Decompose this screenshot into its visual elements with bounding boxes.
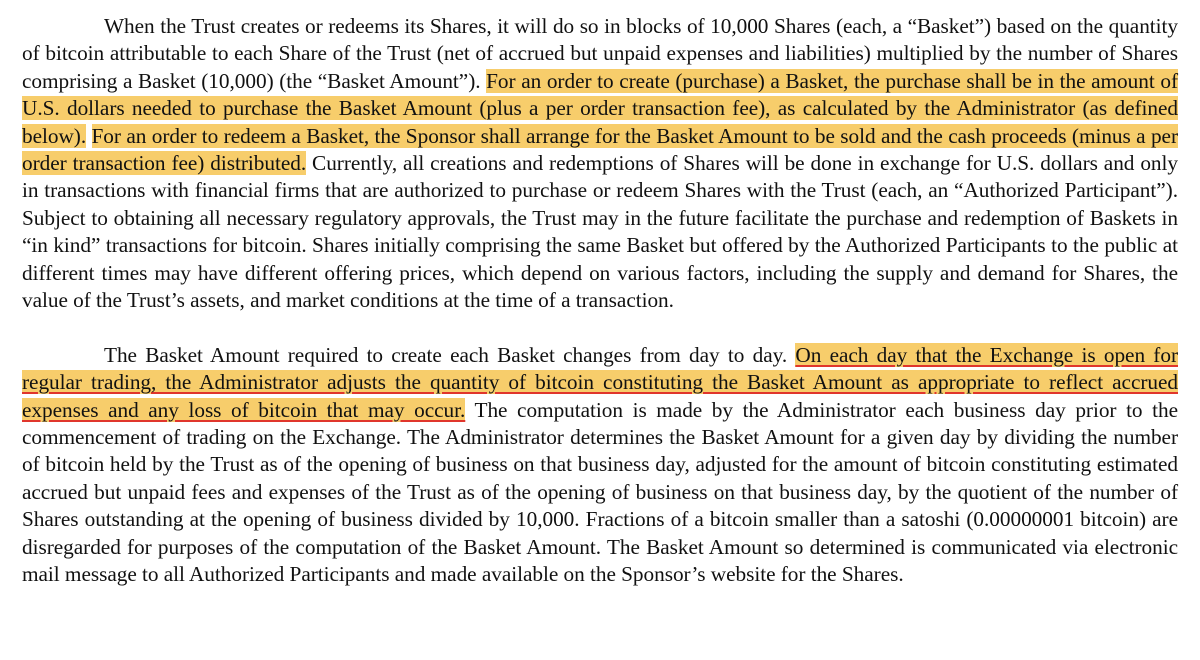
text-segment: Currently, all creations and redemptions of Shares will be done in exchange for U.S. dollars and only in transactions with financial firms that are authorized to purchase or redeem Shares with the Trust (each, an “Authorized Participant”). Subject to obtaining all necessary regulatory approvals, the Trust may in the future facilitate the purchase and redemption of Baskets in “in kind” transactions for bitcoin. Shares initially comprising the same Basket but offered by the Authorized Participants to the public at different times may have different offering prices, which depend on various factors, including the supply and demand for Shares, the value of the Trust’s assets, and market conditions at the time of a transaction. xyxy=(22,151,1178,313)
text-segment: The Basket Amount required to create each Basket changes from day to day. xyxy=(104,342,796,367)
paragraph-basket-amount xyxy=(22,342,1178,589)
highlighted-text-redeem: For an order to redeem a Basket, the Sponsor shall arrange for the Basket Amount to be sold and the cash proceeds (minus a per order transaction fee) distributed. xyxy=(22,123,1178,176)
text-segment xyxy=(86,124,91,148)
highlighted-underlined-text-adjustment: On each day that the Exchange is open for regular trading, the Administrator adjusts the quantity of bitcoin constituting the Basket Amount as appropriate to reflect accrued expenses and any loss of bitcoin that may occur. xyxy=(22,342,1178,422)
paragraph-basket-creation xyxy=(22,13,1178,314)
text-segment: When the Trust creates or redeems its Shares, it will do so in blocks of 10,000 Shares (each, a “Basket”) based on the quantity of bitcoin attributable to each Share of the Trust (net of accrued but unpaid expenses and liabilities) multiplied by the number of Shares comprising a Basket (10,000) (the “Basket Amount”). xyxy=(22,14,1178,93)
text-segment: The computation is made by the Administrator each business day prior to the commencement of trading on the Exchange. The Administrator determines the Basket Amount for a given day by dividing the number of bitcoin held by the Trust as of the opening of business on that business day, adjusted for the amount of bitcoin constituting estimated accrued but unpaid fees and expenses of the Trust as of the opening of business on that business day, by the quotient of the number of Shares outstanding at the opening of business divided by 10,000. Fractions of a bitcoin smaller than a satoshi (0.00000001 bitcoin) are disregarded for purposes of the computation of the Basket Amount. The Basket Amount so determined is communicated via electronic mail message to all Authorized Participants and made available on the Sponsor’s website for the Shares. xyxy=(22,397,1179,587)
highlighted-text-purchase: For an order to create (purchase) a Basket, the purchase shall be in the amount of U.S. dollars needed to purchase the Basket Amount (plus a per order transaction fee), as calculated by the Administrator (as defined below). xyxy=(22,68,1178,148)
